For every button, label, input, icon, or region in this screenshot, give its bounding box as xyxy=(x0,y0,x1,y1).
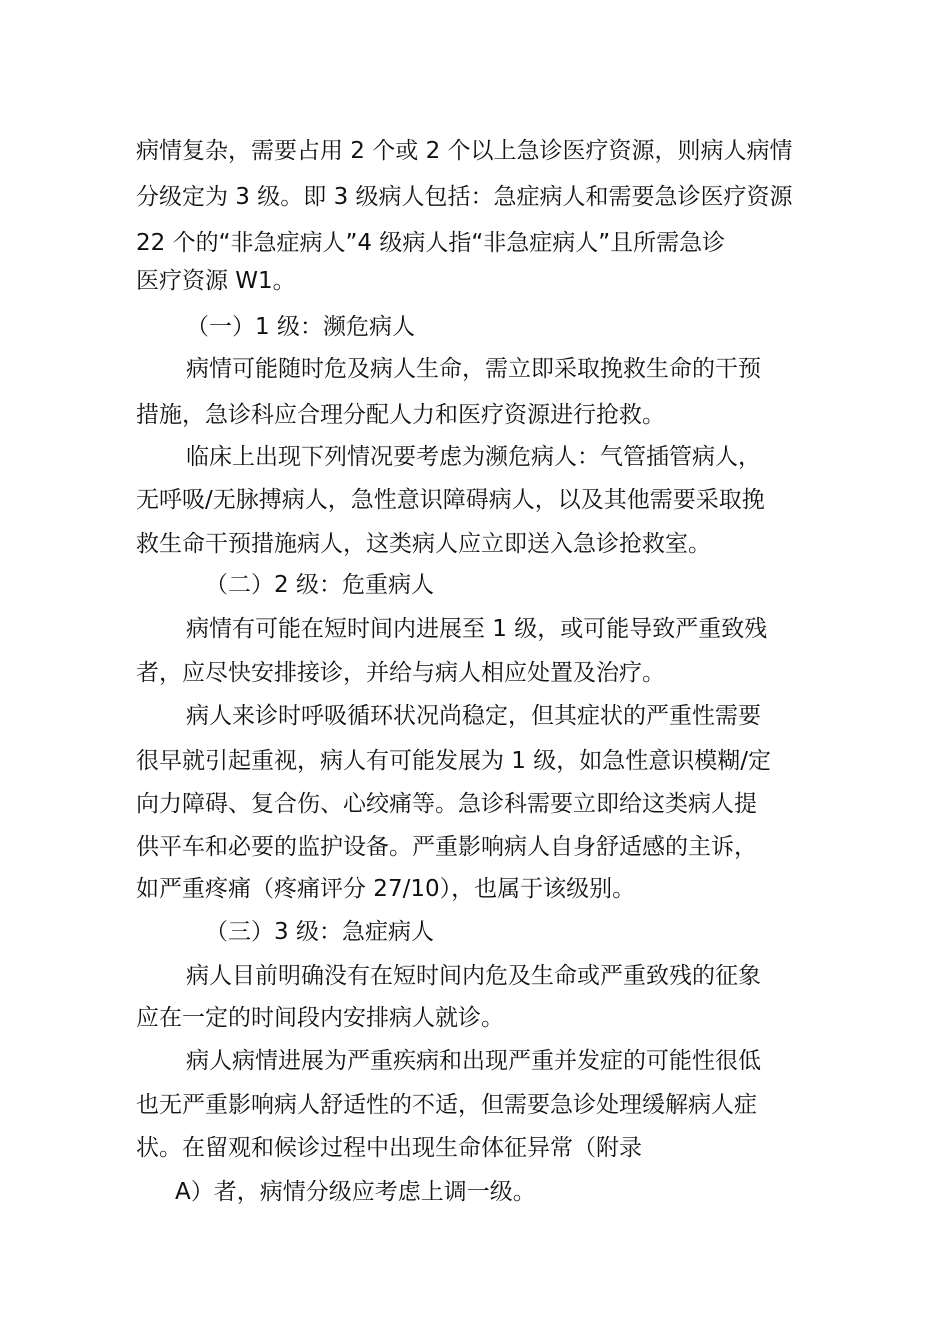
section-heading-3: （三）3 级：急症病人 xyxy=(205,919,434,945)
section-heading-1: （一）1 级：濒危病人 xyxy=(186,314,415,340)
paragraph-line: 病情复杂，需要占用 2 个或 2 个以上急诊医疗资源，则病人病情 xyxy=(136,138,793,164)
paragraph-line: 病情有可能在短时间内进展至 1 级，或可能导致严重致残 xyxy=(186,616,768,642)
paragraph-line: 病人来诊时呼吸循环状况尚稳定，但其症状的严重性需要 xyxy=(186,703,761,729)
paragraph-line: 救生命干预措施病人，这类病人应立即送入急诊抢救室。 xyxy=(136,531,711,557)
paragraph-line: 无呼吸/无脉搏病人，急性意识障碍病人，以及其他需要采取挽 xyxy=(136,487,765,513)
paragraph-line: 分级定为 3 级。即 3 级病人包括：急症病人和需要急诊医疗资源 xyxy=(136,184,793,210)
paragraph-line: 者，应尽快安排接诊，并给与病人相应处置及治疗。 xyxy=(136,660,665,686)
paragraph-line: 向力障碍、复合伤、心绞痛等。急诊科需要立即给这类病人提 xyxy=(136,791,757,817)
paragraph-line: 医疗资源 W1。 xyxy=(136,268,296,294)
paragraph-line: 病人病情进展为严重疾病和出现严重并发症的可能性很低 xyxy=(186,1048,761,1074)
paragraph-line: 如严重疼痛（疼痛评分 27/10），也属于该级别。 xyxy=(136,876,636,902)
paragraph-line: 也无严重影响病人舒适性的不适，但需要急诊处理缓解病人症 xyxy=(136,1092,757,1118)
paragraph-line: 状。在留观和候诊过程中出现生命体征异常（附录 xyxy=(136,1135,642,1161)
paragraph-line: 措施，急诊科应合理分配人力和医疗资源进行抢救。 xyxy=(136,402,665,428)
paragraph-line: A）者，病情分级应考虑上调一级。 xyxy=(175,1179,536,1205)
paragraph-line: 很早就引起重视，病人有可能发展为 1 级，如急性意识模糊/定 xyxy=(136,748,772,774)
paragraph-line: 应在一定的时间段内安排病人就诊。 xyxy=(136,1005,504,1031)
paragraph-line: 病情可能随时危及病人生命，需立即采取挽救生命的干预 xyxy=(186,356,761,382)
paragraph-line: 供平车和必要的监护设备。严重影响病人自身舒适感的主诉， xyxy=(136,834,757,860)
paragraph-line: 临床上出现下列情况要考虑为濒危病人：气管插管病人， xyxy=(186,444,761,470)
paragraph-line: 病人目前明确没有在短时间内危及生命或严重致残的征象 xyxy=(186,963,761,989)
paragraph-line: 22 个的“非急症病人”4 级病人指“非急症病人”且所需急诊 xyxy=(136,230,726,256)
section-heading-2: （二）2 级：危重病人 xyxy=(205,572,434,598)
